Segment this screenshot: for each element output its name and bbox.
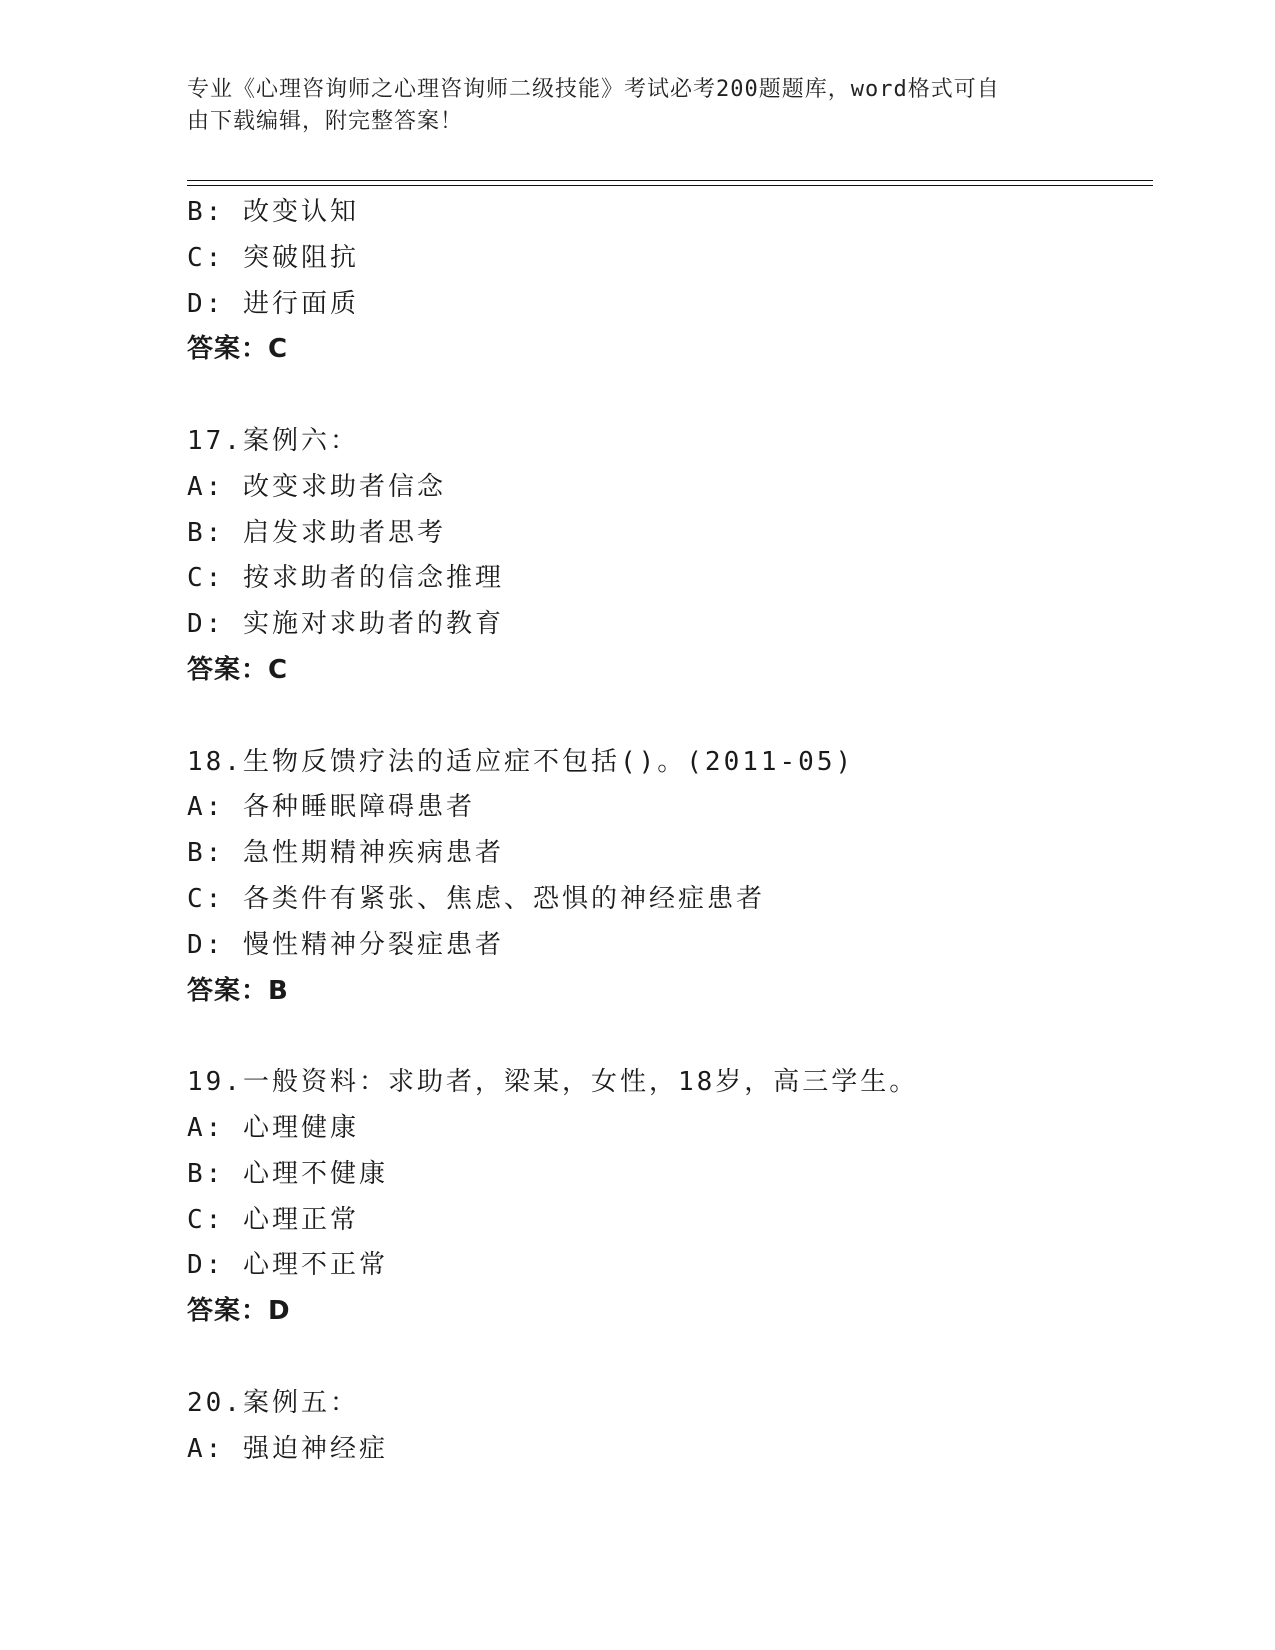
option-a: A: 心理健康 [187, 1112, 359, 1143]
option-c: C: 各类件有紧张、焦虑、恐惧的神经症患者 [187, 883, 765, 914]
question-17 [187, 419, 1153, 694]
option-b: B: 心理不健康 [187, 1158, 388, 1189]
question-title: 20.案例五： [187, 1387, 359, 1418]
option-b: B: 改变认知 [187, 197, 359, 227]
page-header [187, 74, 1067, 138]
spacer [187, 694, 1153, 740]
option-c: C: 心理正常 [187, 1204, 359, 1235]
header-divider-top [187, 180, 1153, 181]
option-b: B: 启发求助者思考 [187, 517, 446, 548]
answer: 答案：B [187, 975, 289, 1006]
question-18 [187, 740, 1153, 1015]
option-a: A: 改变求助者信念 [187, 471, 446, 502]
option-c: C: 按求助者的信念推理 [187, 563, 504, 594]
option-c: C: 突破阻抗 [187, 242, 359, 273]
option-a: A: 各种睡眠障碍患者 [187, 792, 475, 823]
question-16 [187, 190, 1153, 373]
option-d: D: 心理不正常 [187, 1250, 388, 1281]
option-d: D: 实施对求助者的教育 [187, 609, 504, 640]
option-b: B: 急性期精神疾病患者 [187, 838, 504, 869]
option-a: A: 强迫神经症 [187, 1433, 388, 1464]
question-19 [187, 1060, 1153, 1335]
question-title: 19.一般资料：求助者，梁某，女性，18岁，高三学生。 [187, 1067, 919, 1098]
spacer [187, 1335, 1153, 1381]
header-line-2: 由下载编辑，附完整答案！ [187, 109, 464, 134]
spacer [187, 373, 1153, 419]
option-d: D: 进行面质 [187, 288, 359, 319]
question-20 [187, 1381, 1153, 1473]
question-title: 18.生物反馈疗法的适应症不包括()。(2011-05) [187, 746, 855, 777]
answer: 答案：D [187, 1296, 291, 1327]
answer: 答案：C [187, 334, 289, 365]
spacer [187, 1014, 1153, 1060]
question-list [187, 190, 1153, 1472]
question-title: 17.案例六： [187, 425, 359, 456]
header-line-1: 专业《心理咨询师之心理咨询师二级技能》考试必考200题题库，word格式可自 [187, 77, 1000, 102]
option-d: D: 慢性精神分裂症患者 [187, 929, 504, 960]
answer: 答案：C [187, 654, 289, 685]
header-divider-bottom [187, 185, 1153, 186]
